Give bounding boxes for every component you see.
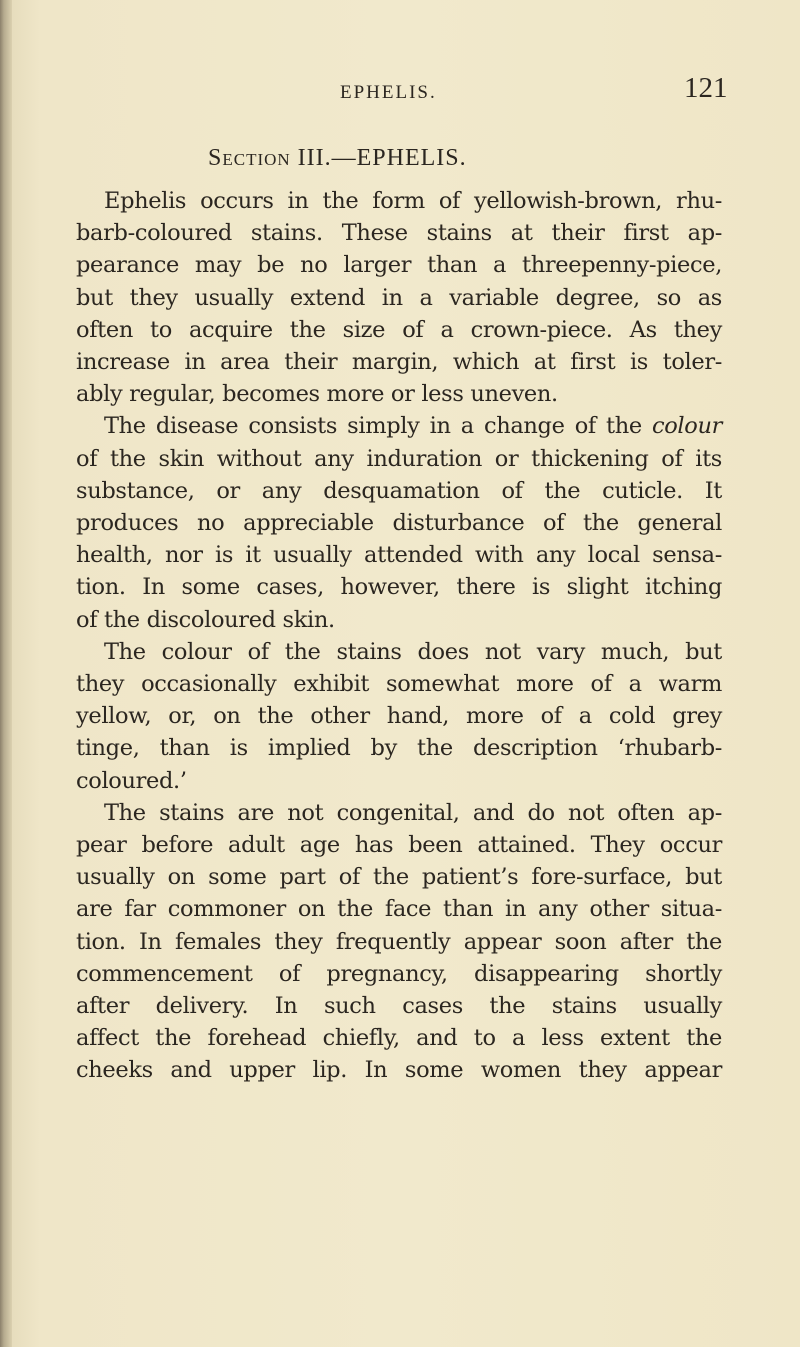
text-line [76, 410, 722, 442]
text-line: but they usually extend in a variable degree, so as [76, 284, 722, 311]
section-title-prefix: Section [208, 145, 291, 171]
text-line: ably regular, becomes more or less uneven. [76, 381, 558, 408]
section-title-rest: III.—EPHELIS. [290, 145, 467, 171]
text-line: pearance may be no larger than a threepenny-piece, [76, 252, 722, 279]
page-binding-edge [0, 0, 12, 1347]
text-line: often to acquire the size of a crown-piece. As they [76, 316, 722, 343]
text-segment: The disease consists simply in a change of the [104, 413, 652, 440]
text-line: commencement of pregnancy, disappearing shortly [76, 960, 722, 987]
section-title [208, 145, 467, 172]
text-line: pear before adult age has been attained. They occur [76, 832, 722, 859]
text-line: increase in area their margin, which at first is toler- [76, 349, 722, 376]
text-line: usually on some part of the patient’s fore-surface, but [76, 864, 722, 891]
text-line: of the discoloured skin. [76, 606, 335, 633]
text-line: are far commoner on the face than in any other situa- [76, 896, 722, 923]
text-line: barb-coloured stains. These stains at their first ap- [76, 220, 722, 247]
running-head: EPHELIS. [340, 82, 437, 103]
text-line: cheeks and upper lip. In some women they appear [76, 1057, 722, 1084]
text-line: health, nor is it usually attended with any local sensa- [76, 542, 722, 569]
text-line: of the skin without any induration or thickening of its [76, 445, 722, 472]
text-line: affect the forehead chiefly, and to a less extent the [76, 1025, 722, 1052]
text-line: tion. In females they frequently appear soon after the [76, 928, 722, 955]
text-line: produces no appreciable disturbance of the general [76, 510, 722, 537]
text-line: tion. In some cases, however, there is slight itching [76, 574, 722, 601]
italic-word-colour: colour [651, 413, 722, 440]
text-line: The stains are not congenital, and do not often ap- [104, 799, 722, 826]
text-line: coloured.’ [76, 767, 187, 794]
text-line: they occasionally exhibit somewhat more of a warm [76, 671, 722, 698]
page-number: 121 [684, 72, 728, 104]
text-line: yellow, or, on the other hand, more of a cold grey [76, 703, 722, 730]
text-line: after delivery. In such cases the stains usually [76, 993, 722, 1020]
text-line: tinge, than is implied by the description ‘rhubarb- [76, 735, 722, 762]
text-line: The colour of the stains does not vary much, but [104, 638, 722, 665]
text-line: Ephelis occurs in the form of yellowish-brown, rhu- [104, 188, 722, 214]
text-line: substance, or any desquamation of the cuticle. It [76, 477, 722, 504]
body-text [76, 185, 722, 1087]
